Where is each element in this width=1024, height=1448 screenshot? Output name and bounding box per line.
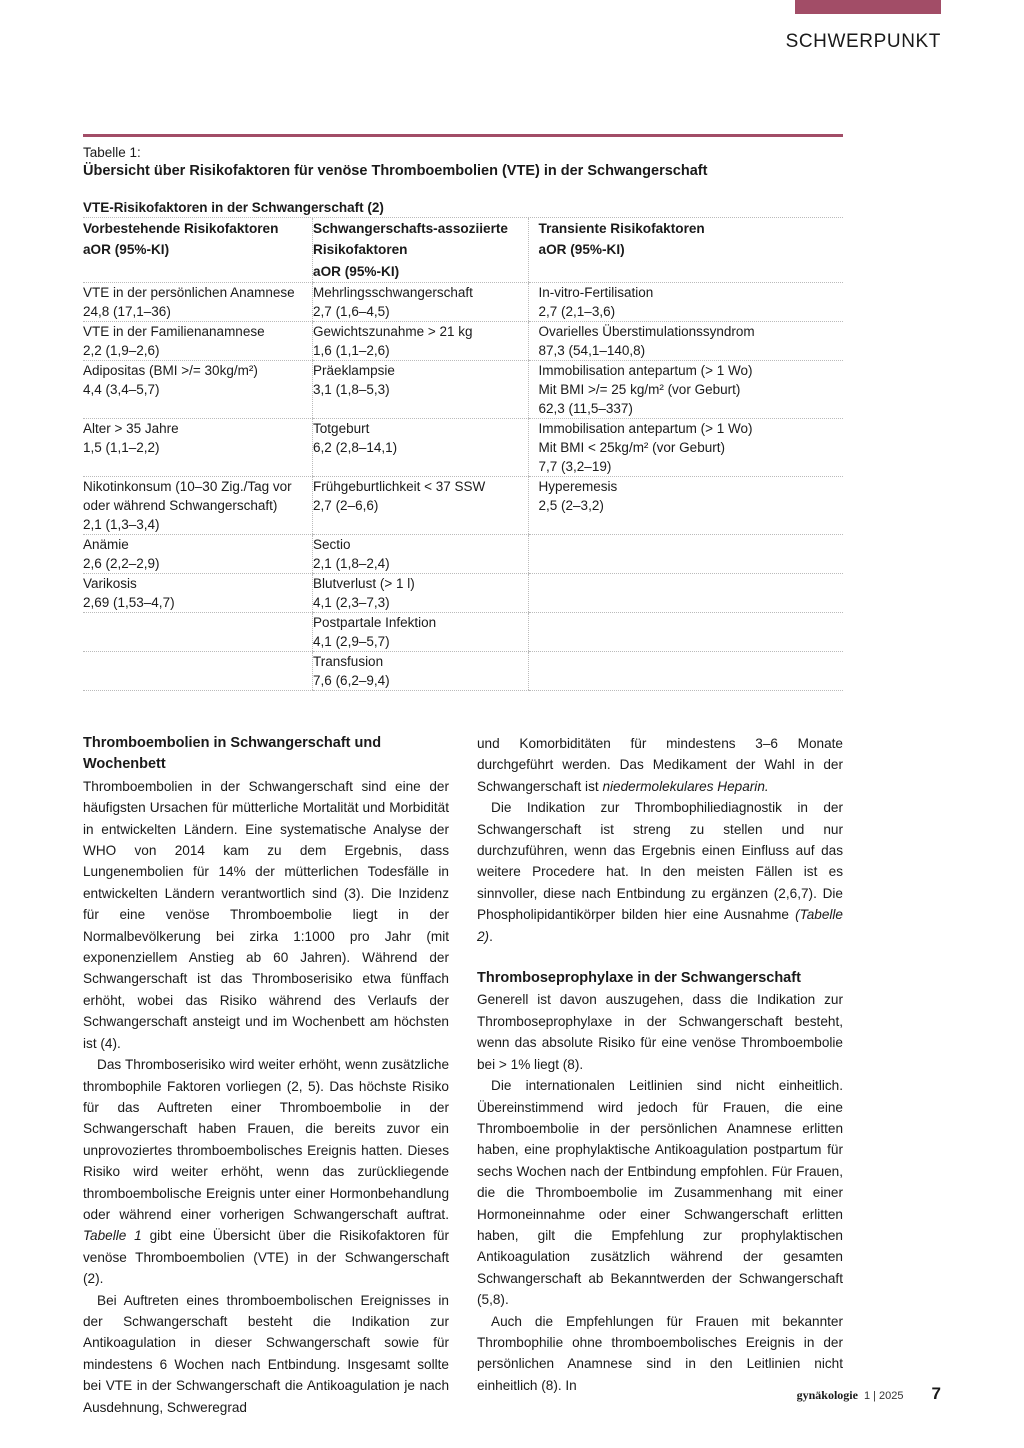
risk-factor-label: VTE in der Familienanamnese [83, 324, 265, 340]
table-cell [528, 283, 843, 322]
odds-ratio-value: 6,2 (2,8–14,1) [313, 440, 398, 456]
table-cell [83, 477, 313, 535]
article-column-left [83, 733, 449, 1418]
paragraph [477, 797, 843, 947]
risk-factor-label: oder während Schwangerschaft) [83, 498, 278, 514]
table-cell [313, 361, 528, 419]
risk-factor-table [83, 198, 843, 691]
table-cell [83, 322, 313, 361]
table-cell [313, 419, 528, 477]
odds-ratio-value: 1,6 (1,1–2,6) [313, 343, 390, 359]
odds-ratio-value: 2,7 (2,1–3,6) [538, 304, 616, 320]
risk-factor-label: Gewichtszunahme > 21 kg [313, 324, 473, 340]
table-cell [83, 283, 313, 322]
table-row [83, 613, 843, 652]
risk-factor-label: Hyperemesis [538, 479, 618, 495]
table-cell [528, 361, 843, 419]
column-header-2 [313, 218, 528, 283]
table-cell [528, 535, 843, 574]
risk-factor-label: Mit BMI < 25kg/m² (vor Geburt) [538, 440, 725, 456]
table-cell [313, 535, 528, 574]
odds-ratio-value: 4,4 (3,4–5,7) [83, 382, 160, 398]
paragraph: Generell ist davon auszugehen, dass die Indikation zur Thromboseprophylaxe in der Schwangerschaft besteht, wenn das absolute Risiko für eine venöse Thromboembolie bei > 1% liegt (8). [477, 992, 843, 1072]
risk-factor-label: Präeklampsie [313, 363, 395, 379]
paragraph-text: Die Indikation zur Thrombophiliediagnostik in der Schwangerschaft ist streng zu stellen und nur durchzuführen, wenn das Ergebnis einen Einfluss auf das weitere Procedere hat. In den meisten Fällen ist es sinnvoller, diese nach Entbindung zu ergänzen (2,6,7). Die Phospholipidantikörper bilden hier eine Ausnahme [477, 800, 843, 923]
risk-factor-label: Totgeburt [313, 421, 370, 437]
table-title: Übersicht über Risikofaktoren für venöse Thromboembolien (VTE) in der Schwangerschaft [83, 163, 708, 179]
column-header-line: Transiente Risikofaktoren [538, 221, 705, 236]
odds-ratio-value: 24,8 (17,1–36) [83, 304, 171, 320]
odds-ratio-value: 2,5 (2–3,2) [538, 498, 604, 514]
risk-factor-label: Sectio [313, 537, 351, 553]
table-cell [528, 322, 843, 361]
risk-factor-label: Alter > 35 Jahre [83, 421, 179, 437]
table-cell [83, 535, 313, 574]
odds-ratio-value: 3,1 (1,8–5,3) [313, 382, 390, 398]
paragraph: Auch die Empfehlungen für Frauen mit bekannter Thrombophilie ohne thromboembolisches Ereignis in der persönlichen Anamnese sind in den Leitlinien nicht einheitlich (8). In [477, 1313, 843, 1393]
column-header-line: aOR (95%-KI) [83, 242, 170, 258]
header-accent-bar [795, 0, 941, 14]
table-row [83, 322, 843, 361]
page-number: 7 [931, 1384, 941, 1403]
risk-factor-label: Adipositas (BMI >/= 30kg/m²) [83, 363, 258, 379]
table-cell [313, 283, 528, 322]
column-header-line: Risikofaktoren [313, 242, 408, 258]
column-header-line: Schwangerschafts-assoziierte [313, 221, 508, 236]
table-reference: (Tabelle 2) [477, 907, 843, 944]
paragraph-text: . [489, 928, 493, 944]
table-cell [313, 322, 528, 361]
odds-ratio-value: 1,5 (1,1–2,2) [83, 440, 160, 456]
odds-ratio-value: 2,7 (1,6–4,5) [313, 304, 390, 320]
odds-ratio-value: 7,6 (6,2–9,4) [313, 673, 390, 689]
paragraph-text: und Komorbiditäten für mindestens 3–6 Monate durchgeführt werden. Das Medikament der Wahl in der Schwangerschaft ist [477, 736, 843, 794]
table-label: Tabelle 1: [83, 145, 141, 160]
article-column-right [477, 733, 843, 1418]
column-header-3 [528, 218, 843, 283]
table-cell [313, 477, 528, 535]
paragraph-text: Das Thromboserisiko wird weiter erhöht, wenn zusätzliche thrombophile Faktoren vorliegen (2, 5). Das höchste Risiko für das Auftreten einer Thromboembolie in der Schwangerschaft haben Frauen, die bereits zuvor ein unprovoziertes thromboembolisches Ereignis hatten. Dieses Risiko wird weiter erhöht, wenn das zurückliegende thromboembolische Ereignis unter einer Hormonbehandlung oder während einer vorherigen Schwangerschaft auftrat. [83, 1057, 449, 1222]
table-top-rule [83, 134, 843, 137]
column-header-line: aOR (95%-KI) [538, 242, 625, 258]
odds-ratio-value: 2,1 (1,8–2,4) [313, 556, 390, 572]
table-row [83, 535, 843, 574]
table-row [83, 652, 843, 691]
risk-factor-label: Frühgeburtlichkeit < 37 SSW [313, 479, 486, 495]
table-row [83, 419, 843, 477]
risk-factor-label: Transfusion [313, 654, 384, 670]
paragraph: Die internationalen Leitlinien sind nicht einheitlich. Übereinstimmend wird jedoch für Frauen, die eine Thromboembolie in der persönlichen Anamnese erlitten haben, eine prophylaktische Antikoagulation postpartum für sechs Wochen nach der Entbindung empfohlen. Für Frauen, die die Thromboembolie im Zusammenhang mit einer Hormoneinnahme oder einer Schwangerschaft erlitten haben, gilt die Empfehlung zur prophylaktischen Antikoagulation zusätzlich während der gesamten Schwangerschaft ab Bekanntwerden der Schwangerschaft (5,8). [477, 1078, 843, 1308]
risk-factor-label: Immobilisation antepartum (> 1 Wo) [538, 421, 753, 437]
risk-factor-label: In-vitro-Fertilisation [538, 285, 654, 301]
heading-thromboembolien: Thromboembolien in Schwangerschaft und Wochenbett [83, 735, 382, 773]
table-row [83, 574, 843, 613]
table-cell [528, 613, 843, 652]
paragraph [83, 1054, 449, 1289]
table-cell [313, 574, 528, 613]
table-row [83, 361, 843, 419]
risk-factor-label: Mehrlingsschwangerschaft [313, 285, 473, 301]
table-cell [83, 574, 313, 613]
odds-ratio-value: 2,69 (1,53–4,7) [83, 595, 175, 611]
column-header-line: aOR (95%-KI) [313, 263, 400, 279]
table-cell [528, 477, 843, 535]
table-caption [83, 144, 843, 180]
column-header-1 [83, 218, 313, 283]
risk-factor-label: Varikosis [83, 576, 137, 592]
table-cell [528, 652, 843, 691]
paragraph: Thromboembolien in der Schwangerschaft sind eine der häufigsten Ursachen für mütterliche Mortalität und Morbidität in entwickelten Ländern. Eine systematische Analyse der WHO von 2014 kam zu dem Ergebnis, dass Lungenembolien für 14% der mütterlichen Todesfälle in entwickelten Ländern verantwortlich sind (3). Die Inzidenz für eine venöse Thromboembolie liegt in der Normalbevölkerung bei zirka 1:1000 pro Jahr (mit exponenziellem Anstieg ab 60 Jahren). Während der Schwangerschaft ist das Thromboserisiko etwa fünffach erhöht, wobei das Risiko während des Verlaufs der Schwangerschaft ansteigt und im Wochenbett am höchsten ist (4). [83, 778, 449, 1051]
table-group-header: VTE-Risikofaktoren in der Schwangerschaft (2) [83, 198, 843, 218]
odds-ratio-value: 4,1 (2,3–7,3) [313, 595, 390, 611]
odds-ratio-value: 2,6 (2,2–2,9) [83, 556, 160, 572]
odds-ratio-value: 4,1 (2,9–5,7) [313, 634, 390, 650]
risk-factor-label: Postpartale Infektion [313, 615, 437, 631]
section-label: SCHWERPUNKT [785, 31, 941, 52]
table-cell [83, 361, 313, 419]
table-cell [83, 419, 313, 477]
table-cell [83, 613, 313, 652]
column-header-line: Vorbestehende Risikofaktoren [83, 221, 279, 236]
risk-factor-label: VTE in der persönlichen Anamnese [83, 285, 295, 301]
emphasis: niedermolekulares Heparin. [602, 778, 769, 794]
table-cell [313, 613, 528, 652]
article-body [83, 733, 843, 1418]
issue-number: 1 | 2025 [863, 1390, 904, 1402]
risk-factor-label: Blutverlust (> 1 l) [313, 576, 415, 592]
paragraph-continued [477, 733, 843, 797]
page-footer [797, 1384, 941, 1404]
odds-ratio-value: 7,7 (3,2–19) [538, 459, 612, 475]
risk-factor-label: Mit BMI >/= 25 kg/m² (vor Geburt) [538, 382, 741, 398]
paragraph: Bei Auftreten eines thromboembolischen Ereignisses in der Schwangerschaft besteht die Indikation zur Antikoagulation in dieser Schwangerschaft sowie für mindestens 6 Wochen nach Entbindung. Insgesamt sollte bei VTE in der Schwangerschaft die Antikoagulation je nach Ausdehnung, Schweregrad [83, 1292, 449, 1415]
table-reference: Tabelle 1 [83, 1228, 142, 1244]
odds-ratio-value: 2,1 (1,3–3,4) [83, 517, 160, 533]
odds-ratio-value: 62,3 (11,5–337) [538, 401, 633, 417]
table-row [83, 477, 843, 535]
table-cell [313, 652, 528, 691]
risk-factor-label: Ovarielles Überstimulationssyndrom [538, 324, 755, 340]
table-cell [528, 419, 843, 477]
risk-factor-label: Anämie [83, 537, 129, 553]
risk-factor-label: Nikotinkonsum (10–30 Zig./Tag vor [83, 479, 292, 495]
odds-ratio-value: 87,3 (54,1–140,8) [538, 343, 646, 359]
paragraph-text: gibt eine Übersicht über die Risikofaktoren für venöse Thromboembolien (VTE) in der Schwangerschaft (2). [83, 1228, 449, 1287]
odds-ratio-value: 2,7 (2–6,6) [313, 498, 379, 514]
table-row [83, 283, 843, 322]
journal-name: gynäkologie [796, 1388, 858, 1402]
odds-ratio-value: 2,2 (1,9–2,6) [83, 343, 160, 359]
heading-thromboseprophylaxe: Thromboseprophylaxe in der Schwangerschaft [477, 970, 801, 987]
risk-factor-label: Immobilisation antepartum (> 1 Wo) [538, 363, 753, 379]
table-cell [528, 574, 843, 613]
table-cell [83, 652, 313, 691]
